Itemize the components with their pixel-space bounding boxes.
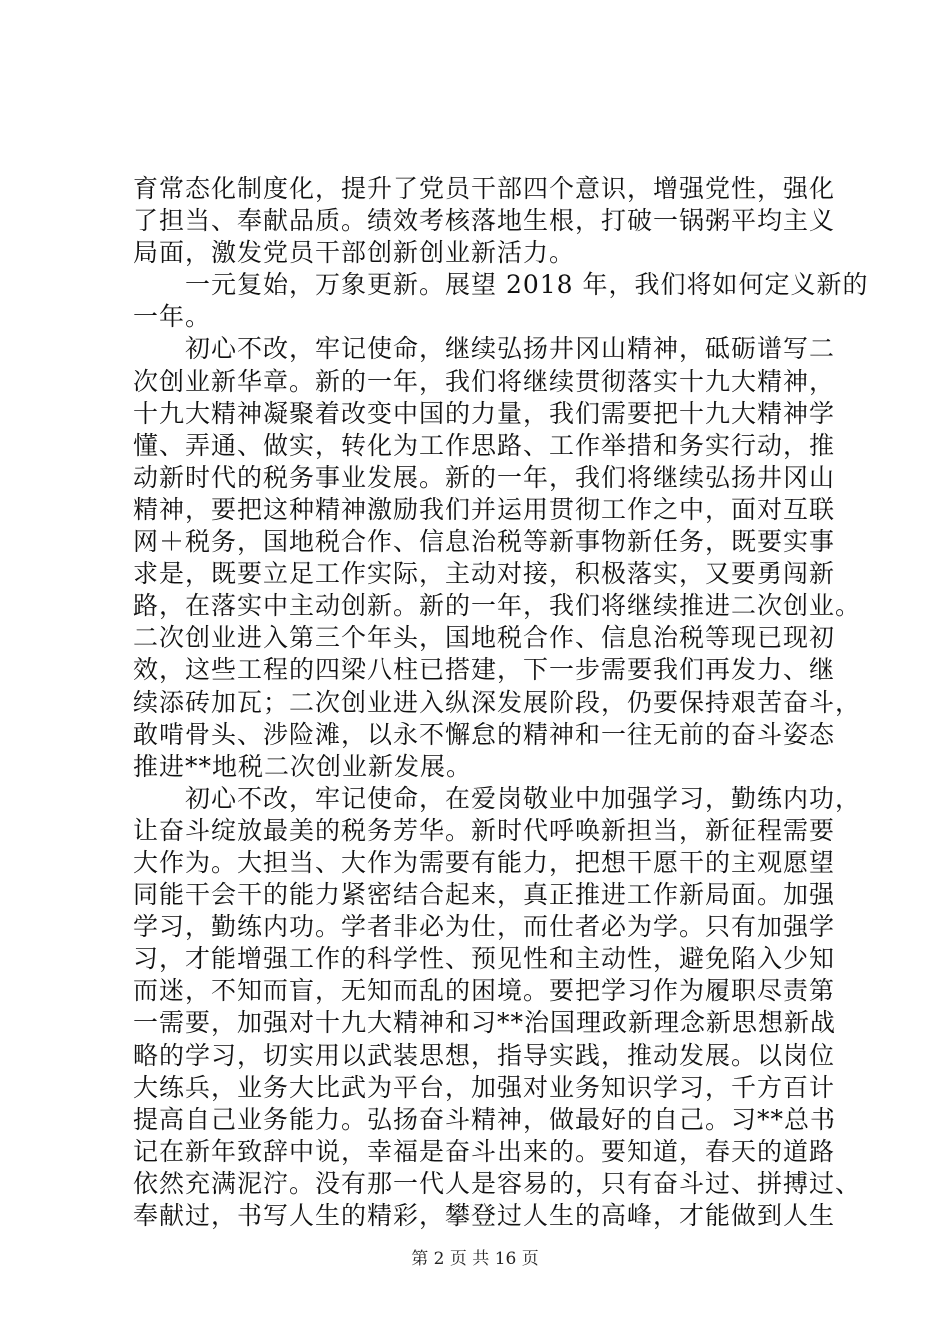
text-line: 奉献过，书写人生的精彩，攀登过人生的高峰，才能做到人生 bbox=[133, 1201, 836, 1230]
text-line: 懂、弄通、做实，转化为工作思路、工作举措和务实行动，推 bbox=[133, 430, 836, 460]
text-line: 育常态化制度化，提升了党员干部四个意识，增强党性，强化 bbox=[133, 174, 836, 203]
text-line: 学习，勤练内功。学者非必为仕，而仕者必为学。只有加强学 bbox=[133, 912, 836, 942]
text-line: 大作为。大担当、大作为需要有能力，把想干愿干的主观愿望 bbox=[133, 847, 836, 877]
text-line: 而迷，不知而盲，无知而乱的困境。要把学习作为履职尽责第 bbox=[133, 976, 836, 1006]
text-line: 一需要，加强对十九大精神和习**治国理政新理念新思想新战 bbox=[133, 1008, 837, 1038]
text-line: 二次创业进入第三个年头，国地税合作、信息治税等现已现初 bbox=[133, 623, 836, 653]
text-line: 了担当、奉献品质。绩效考核落地生根，打破一锅粥平均主义 bbox=[133, 206, 836, 236]
text-line: 效，这些工程的四梁八柱已搭建，下一步需要我们再发力、继 bbox=[133, 655, 836, 685]
text-line: 网＋税务，国地税合作、信息治税等新事物新任务，既要实事 bbox=[133, 527, 836, 557]
text-line: 大练兵，业务大比武为平台，加强对业务知识学习，千方百计 bbox=[133, 1072, 836, 1102]
text-line: 让奋斗绽放最美的税务芳华。新时代呼唤新担当，新征程需要 bbox=[133, 815, 836, 845]
text-line: 精神，要把这种精神激励我们并运用贯彻工作之中，面对互联 bbox=[133, 494, 836, 524]
text-line: 习，才能增强工作的科学性、预见性和主动性，避免陷入少知 bbox=[133, 944, 836, 974]
page-number-footer: 第 2 页 共 16 页 bbox=[411, 1249, 539, 1269]
text-line: 初心不改，牢记使命，继续弘扬井冈山精神，砥砺谱写二 bbox=[133, 334, 836, 364]
text-line: 求是，既要立足工作实际，主动对接，积极落实，又要勇闯新 bbox=[133, 559, 836, 589]
text-line: 动新时代的税务事业发展。新的一年，我们将继续弘扬井冈山 bbox=[133, 462, 836, 492]
text-line: 提高自己业务能力。弘扬奋斗精神，做最好的自己。习**总书 bbox=[133, 1104, 837, 1134]
text-line: 次创业新华章。新的一年，我们将继续贯彻落实十九大精神， bbox=[133, 366, 836, 396]
text-line: 推进**地税二次创业新发展。 bbox=[133, 751, 473, 781]
text-line: 续添砖加瓦；二次创业进入纵深发展阶段，仍要保持艰苦奋斗， bbox=[133, 687, 862, 717]
text-line: 局面，激发党员干部创新创业新活力。 bbox=[133, 238, 576, 268]
text-line: 路，在落实中主动创新。新的一年，我们将继续推进二次创业。 bbox=[133, 591, 862, 621]
text-line: 略的学习，切实用以武装思想，指导实践，推动发展。以岗位 bbox=[133, 1040, 836, 1070]
text-line: 敢啃骨头、涉险滩，以永不懈怠的精神和一往无前的奋斗姿态 bbox=[133, 719, 836, 749]
text-line: 记在新年致辞中说，幸福是奋斗出来的。要知道，春天的道路 bbox=[133, 1136, 836, 1166]
text-line: 一年。 bbox=[133, 302, 212, 332]
text-line: 依然充满泥泞。没有那一代人是容易的，只有奋斗过、拼搏过、 bbox=[133, 1168, 862, 1198]
text-line: 同能干会干的能力紧密结合起来，真正推进工作新局面。加强 bbox=[133, 880, 836, 910]
text-line: 初心不改，牢记使命，在爱岗敬业中加强学习，勤练内功， bbox=[133, 783, 862, 813]
text-line: 一元复始，万象更新。展望 2018 年，我们将如何定义新的 bbox=[133, 270, 869, 300]
body-text bbox=[133, 173, 869, 1232]
text-line: 十九大精神凝聚着改变中国的力量，我们需要把十九大精神学 bbox=[133, 398, 836, 428]
